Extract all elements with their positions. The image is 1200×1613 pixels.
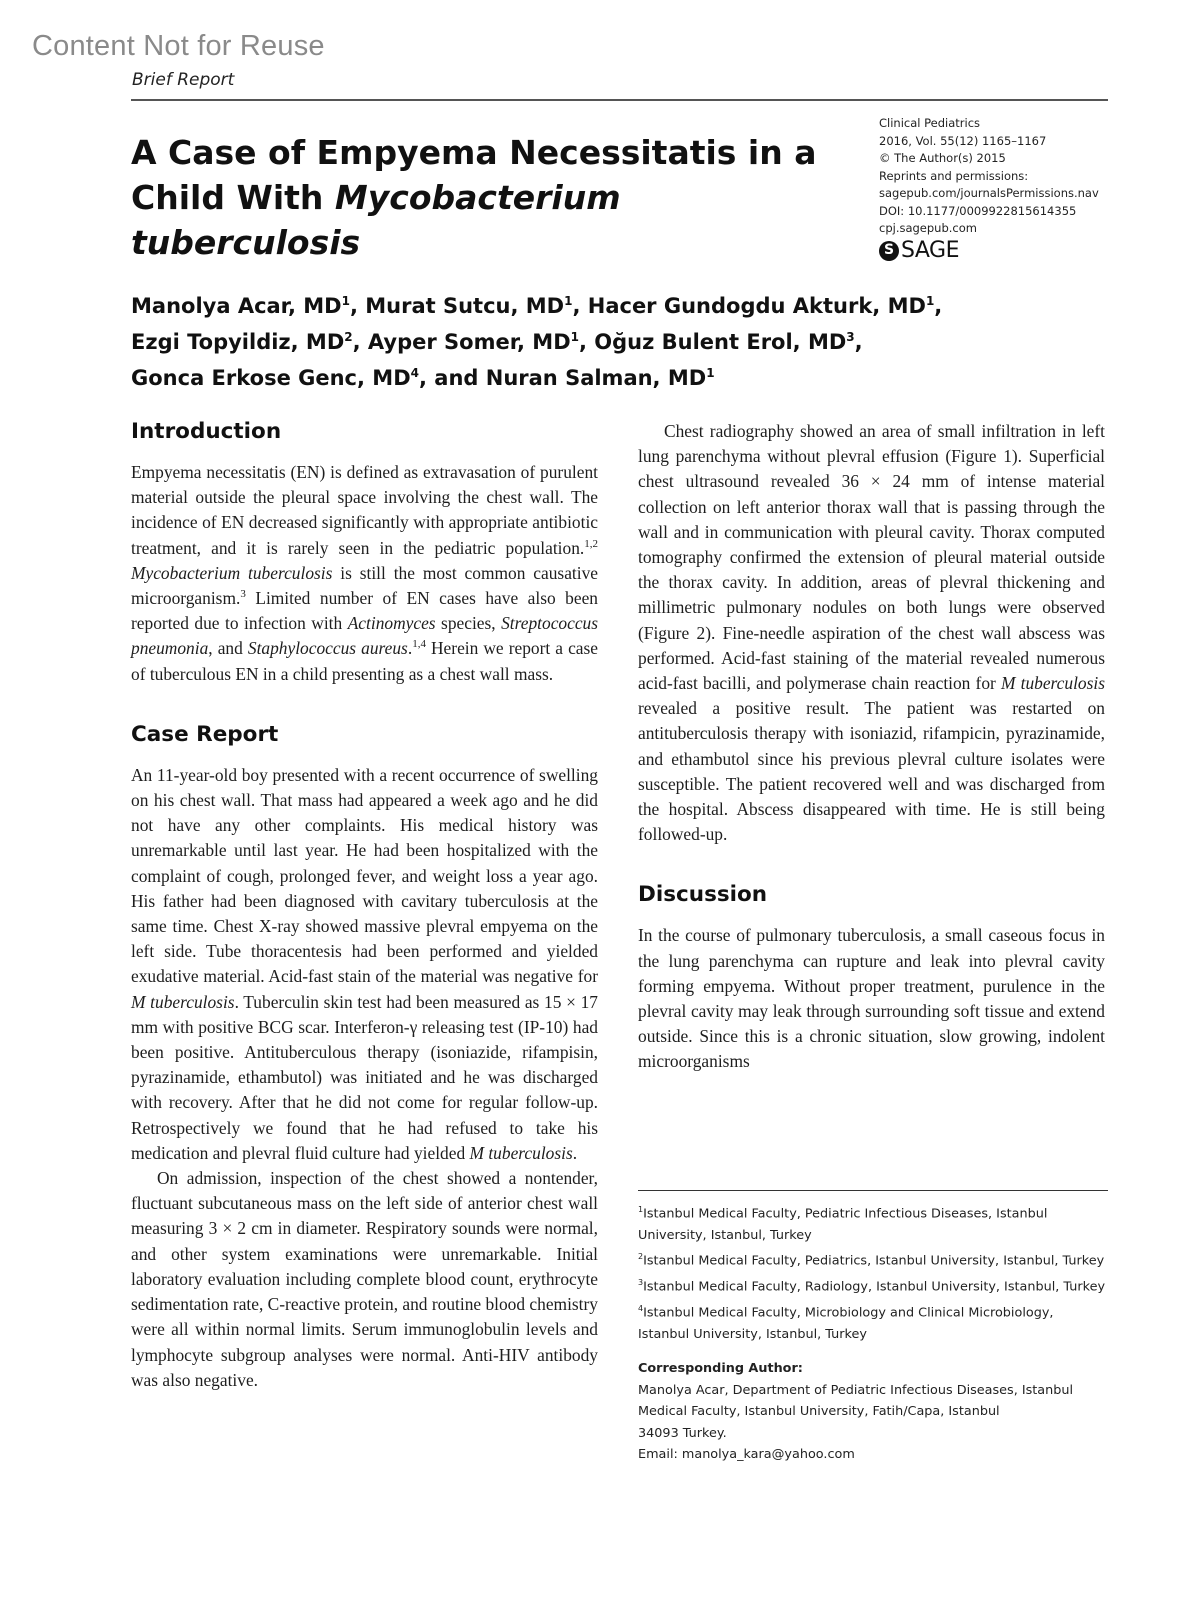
discussion-paragraph: In the course of pulmonary tuberculosis, a small caseous focus in the lung parenchyma can rupture and leak into plevral cavity forming empyema. Without proper treatment, purulence in the plevral cavity may leak through surrounding soft tissue and extend outside. Since this is a chronic situation, slow growing, indolent microorganisms [638,925,1105,1072]
affiliation-text: Istanbul Medical Faculty, Pediatric Infectious Diseases, Istanbul University, Istanbul, Turkey [638,1206,1048,1243]
journal-doi[interactable]: DOI: 10.1177/0009922815614355 [879,203,1077,218]
affiliation-text: Istanbul Medical Faculty, Radiology, Istanbul University, Istanbul, Turkey [643,1279,1106,1295]
right-column [638,419,1105,1075]
author: Gonca Erkose Genc, MD [131,366,411,390]
intro-text: Empyema necessitatis (EN) is defined as extravasation of purulent material outside the pleural space involving the chest wall. The incidence of EN decreased significantly with appropriate antibiotic treatment, and it is rarely seen in the pediatric population. [131,462,598,558]
title-organism: Mycobacterium tuberculosis [131,178,621,262]
author: Ayper Somer, MD [367,330,571,354]
affiliation-note [638,1199,1108,1246]
case-text: . [572,1142,578,1163]
journal-permissions-link[interactable]: sagepub.com/journalsPermissions.nav [879,186,1099,200]
affiliation-number: 3 [638,1278,644,1288]
author-separator: , [934,294,943,318]
journal-copyright: © The Author(s) 2015 [879,151,1006,165]
intro-italic: Mycobacterium tuberculosis [131,562,333,583]
author: Murat Sutcu, MD [365,294,565,318]
journal-info [879,115,1119,261]
case-italic: M tuberculosis [1000,673,1105,694]
intro-italic: Actinomyces [347,613,436,634]
sage-logo-icon: S [879,241,899,261]
author-separator: , [352,330,368,354]
title-line-1: A Case of Empyema Necessitatis in a [131,133,817,172]
case-report-heading: Case Report [131,721,279,747]
author-list [131,286,1091,394]
watermark: Content Not for Reuse [32,30,325,62]
author: Ezgi Topyildiz, MD [131,330,345,354]
affiliation-number: 1 [638,1205,644,1214]
case-italic: M tuberculosis [131,991,235,1012]
journal-reprints: Reprints and permissions: [879,168,1029,183]
affiliation-note [638,1272,1108,1298]
left-column [131,418,598,1393]
author-separator: , [349,294,366,318]
author-affiliation-mark: 1 [564,294,573,308]
footnote-rule [638,1190,1108,1191]
author-separator: , [854,330,863,354]
corresponding-author-address: Manolya Acar, Department of Pediatric Infectious Diseases, Istanbul Medical Faculty, Istanbul University, Fatih/Capa, Istanbul [638,1382,1074,1420]
affiliation-number: 4 [638,1303,644,1313]
affiliation-note [638,1246,1108,1272]
corresponding-author-postcode: 34093 Turkey. [638,1425,727,1441]
introduction-heading: Introduction [131,419,282,444]
author: Nuran Salman, MD [485,366,707,390]
footnotes [638,1199,1108,1466]
intro-italic: Streptococcus pneumonia [131,613,599,659]
journal-volume: 2016, Vol. 55(12) 1165–1167 [879,133,1047,148]
author-affiliation-mark: 2 [344,330,353,344]
case-text: Chest radiography showed an area of small infiltration in left lung parenchyma without plevral effusion (Figure 1). Superficial chest ultrasound revealed 36 × 24 mm of intense material collection on left anterior thorax wall that is passing through the wall and in communication with pleural cavity. Thorax computed tomography confirmed the extension of pleural material outside the thorax cavity. In addition, areas of plevral thickening and millimetric pulmonary nodules on both lungs were observed (Figure 2). Fine-needle aspiration of the chest wall abscess was performed. Acid-fast staining of the material revealed numerous acid-fast bacilli, and polymerase chain reaction for [638,421,1105,694]
author-affiliation-mark: 3 [846,330,855,344]
case-text: revealed a positive result. The patient was restarted on antituberculosis therapy with isoniazid, rifampicin, pyrazinamide, and ethambutol since his previous plevral culture isolates were susceptible. The patient recovered well and was discharged from the hospital. Abscess disappeared with time. He is still being followed-up. [638,698,1105,845]
affiliation-number: 2 [638,1252,644,1262]
author-affiliation-mark: 1 [341,294,350,308]
introduction-paragraph [131,460,598,687]
intro-text: is still the most common causative microorganism. [131,562,598,609]
intro-italic: Staphylococcus aureus [247,638,408,659]
article-title [131,130,831,265]
header-rule [131,99,1108,101]
intro-text: . [407,638,413,659]
affiliation-note [638,1298,1108,1345]
citation: 3 [240,588,246,601]
author: Oğuz Bulent Erol, MD [594,330,847,354]
journal-site[interactable]: cpj.sagepub.com [879,221,977,235]
publisher-name: SAGE [901,237,959,263]
discussion-heading: Discussion [638,882,768,908]
publisher-logo [879,237,1119,263]
intro-text: Herein we report a case of tuberculous EN in a child presenting as a chest wall mass. [131,638,599,684]
case-text: . Tuberculin skin test had been measured as 15 × 17 mm with positive BCG scar. Interferon-γ releasing test (IP-10) had been positive. Antituberculous therapy (isoniazide, rifampisin, pyrazinamide, ethambutol) was initiated and he was discharged with recovery. After that he did not come for regular follow-up. Retrospectively we found that he had refused to take his medication and plevral fluid culture had yielded [131,991,598,1163]
affiliation-text: Istanbul Medical Faculty, Microbiology and Clinical Microbiology, Istanbul University, Istanbul, Turkey [638,1305,1054,1342]
intro-text: Limited number of EN cases have also been reported due to infection with [131,588,598,634]
case-report-paragraph-1 [131,763,598,1166]
case-report-paragraph-3 [638,419,1105,847]
author-affiliation-mark: 1 [706,366,715,380]
author-affiliation-mark: 1 [570,330,579,344]
corresponding-author-heading: Corresponding Author: [638,1361,803,1377]
author: Manolya Acar, MD [131,294,342,318]
author: Hacer Gundogdu Akturk, MD [587,294,926,318]
journal-name: Clinical Pediatrics [879,116,981,130]
author-separator: , and [418,366,486,390]
author-separator: , [578,330,595,354]
article-type-label: Brief Report [132,70,235,90]
corresponding-author-email[interactable]: Email: manolya_kara@yahoo.com [638,1447,855,1463]
citation: 1,2 [584,537,598,550]
author-affiliation-mark: 1 [925,294,935,308]
case-report-paragraph-2: On admission, inspection of the chest showed a nontender, fluctuant subcutaneous mass on the left side of anterior chest wall measuring 3 × 2 cm in diameter. Respiratory sounds were normal, and other system examinations were unremarkable. Initial laboratory evaluation including complete blood count, erythrocyte sedimentation rate, C-reactive protein, and routine blood chemistry were all within normal limits. Serum immunoglobulin levels and lymphocyte subgroup analyses were normal. Anti-HIV antibody was also negative. [131,1168,598,1390]
intro-text: , and [208,638,248,659]
citation: 1,4 [412,638,426,651]
author-affiliation-mark: 4 [410,366,419,380]
case-italic: M tuberculosis [469,1142,573,1163]
intro-text: species, [435,613,502,634]
case-text: An 11-year-old boy presented with a recent occurrence of swelling on his chest wall. That mass had appeared a week ago and he did not have any other complaints. His medical history was unremarkable until last year. He had been hospitalized with the complaint of cough, prolonged fever, and weight loss a year ago. His father had been diagnosed with cavitary tuberculosis at the same time. Chest X-ray showed massive plevral empyema on the left side. Tube thoracentesis had been performed and yielded exudative material. Acid-fast stain of the material was negative for [131,764,598,987]
title-line-2: Child With [131,178,335,217]
affiliation-text: Istanbul Medical Faculty, Pediatrics, Istanbul University, Istanbul, Turkey [643,1253,1105,1269]
author-separator: , [572,294,588,318]
